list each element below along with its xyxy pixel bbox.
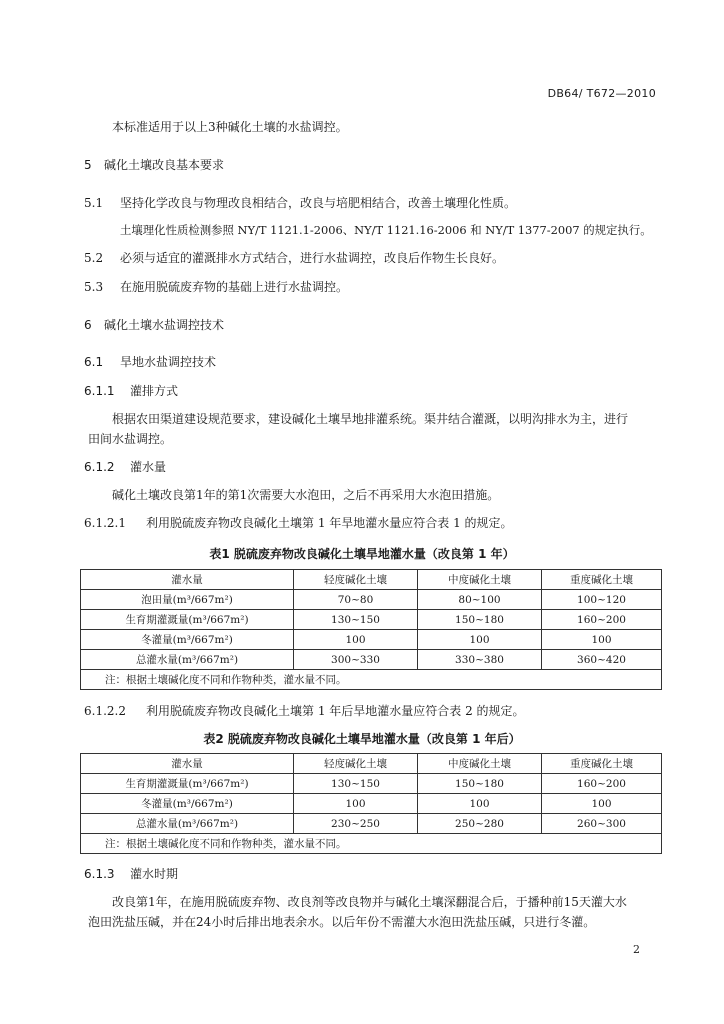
table-cell: 冬灌量(m³/667m²) (81, 794, 294, 814)
table-cell: 130~150 (294, 610, 418, 630)
clause-5-3 (84, 279, 348, 295)
table-cell: 150~180 (418, 774, 542, 794)
section-number: 6.1.1 (84, 384, 115, 398)
table-cell: 100 (542, 794, 662, 814)
table-cell: 100 (294, 630, 418, 650)
clause-text: 利用脱硫废弃物改良碱化土壤第 1 年旱地灌水量应符合表 1 的规定。 (146, 516, 513, 530)
clause-6-1-2-1 (84, 515, 513, 531)
table-cell: 160~200 (542, 774, 662, 794)
clause-text: 必须与适宜的灌溉排水方式结合，进行水盐调控，改良后作物生长良好。 (120, 251, 505, 265)
table-cell: 冬灌量(m³/667m²) (81, 630, 294, 650)
clause-number: 5.3 (84, 280, 104, 294)
header-cell: 重度碱化土壤 (542, 754, 662, 774)
section-number: 6 (84, 318, 92, 332)
table-cell: 总灌水量(m³/667m²) (81, 650, 294, 670)
clause-text: 在施用脱硫废弃物的基础上进行水盐调控。 (120, 280, 349, 294)
table-cell: 330~380 (418, 650, 542, 670)
clause-number: 6.1.2.2 (84, 704, 126, 718)
table-cell: 360~420 (542, 650, 662, 670)
table-cell: 150~180 (418, 610, 542, 630)
table-cell: 生育期灌溉量(m³/667m²) (81, 610, 294, 630)
section-6-1-2-heading (84, 459, 166, 475)
table-cell: 总灌水量(m³/667m²) (81, 814, 294, 834)
table-2-caption: 表2 脱硫废弃物改良碱化土壤旱地灌水量（改良第 1 年后） (203, 732, 521, 746)
section-5-heading (84, 157, 224, 173)
table-note: 注：根据土壤碱化度不同和作物种类，灌水量不同。 (81, 834, 662, 854)
table-cell: 300~330 (294, 650, 418, 670)
table-header-row (81, 754, 662, 774)
table-cell: 100 (294, 794, 418, 814)
table-1-caption: 表1 脱硫废弃物改良碱化土壤旱地灌水量（改良第 1 年） (209, 547, 515, 561)
table-cell: 130~150 (294, 774, 418, 794)
section-title: 旱地水盐调控技术 (120, 355, 217, 369)
paragraph-6-1-3-line2: 泡田洗盐压碱，并在24小时后排出地表余水。以后年份不需灌大水泡田洗盐压碱，只进行冬灌。 (88, 915, 596, 929)
header-cell: 轻度碱化土壤 (294, 570, 418, 590)
clause-5-1 (84, 195, 516, 211)
table-header-row (81, 570, 662, 590)
table-cell: 70~80 (294, 590, 418, 610)
table-row (81, 590, 662, 610)
table-cell: 230~250 (294, 814, 418, 834)
section-6-1-heading (84, 354, 216, 370)
paragraph-5-1-detail: 土壤理化性质检测参照 NY/T 1121.1-2006、NY/T 1121.16-2006 和 NY/T 1377-2007 的规定执行。 (120, 223, 652, 237)
table-cell: 80~100 (418, 590, 542, 610)
table-2 (80, 753, 662, 854)
document-code: DB64/ T672—2010 (547, 87, 656, 100)
paragraph-6-1-3-line1: 改良第1年，在施用脱硫废弃物、改良剂等改良物并与碱化土壤深翻混合后，于播种前15天灌大水 (112, 895, 627, 909)
clause-text: 坚持化学改良与物理改良相结合，改良与培肥相结合，改善土壤理化性质。 (120, 196, 517, 210)
table-cell: 100 (418, 630, 542, 650)
header-cell: 轻度碱化土壤 (294, 754, 418, 774)
clause-5-2 (84, 250, 504, 266)
section-number: 6.1.2 (84, 460, 115, 474)
table-row (81, 650, 662, 670)
section-title: 碱化土壤水盐调控技术 (104, 318, 225, 332)
header-cell: 重度碱化土壤 (542, 570, 662, 590)
table-cell: 100~120 (542, 590, 662, 610)
table-note-row (81, 670, 662, 690)
table-cell: 260~300 (542, 814, 662, 834)
header-cell: 灌水量 (81, 570, 294, 590)
clause-text: 利用脱硫废弃物改良碱化土壤第 1 年后旱地灌水量应符合表 2 的规定。 (146, 704, 525, 718)
table-row (81, 610, 662, 630)
table-cell: 生育期灌溉量(m³/667m²) (81, 774, 294, 794)
clause-6-1-2-2 (84, 703, 525, 719)
section-title: 灌水量 (130, 460, 167, 474)
table-note-row (81, 834, 662, 854)
header-cell: 中度碱化土壤 (418, 570, 542, 590)
table-row (81, 794, 662, 814)
table-1 (80, 569, 662, 690)
table-cell: 160~200 (542, 610, 662, 630)
section-title: 灌水时期 (130, 867, 179, 881)
page-number: 2 (633, 943, 640, 956)
clause-number: 6.1.2.1 (84, 516, 126, 530)
section-number: 5 (84, 158, 92, 172)
table-cell: 250~280 (418, 814, 542, 834)
paragraph-6-1-2: 碱化土壤改良第1年的第1次需要大水泡田，之后不再采用大水泡田措施。 (112, 488, 500, 502)
table-row (81, 774, 662, 794)
section-number: 6.1 (84, 355, 104, 369)
clause-number: 5.2 (84, 251, 104, 265)
clause-number: 5.1 (84, 196, 104, 210)
header-cell: 中度碱化土壤 (418, 754, 542, 774)
section-title: 灌排方式 (130, 384, 179, 398)
section-6-1-1-heading (84, 383, 178, 399)
table-note: 注：根据土壤碱化度不同和作物种类，灌水量不同。 (81, 670, 662, 690)
table-row (81, 814, 662, 834)
table-cell: 泡田量(m³/667m²) (81, 590, 294, 610)
table-cell: 100 (542, 630, 662, 650)
table-cell: 100 (418, 794, 542, 814)
paragraph-6-1-1-line2: 田间水盐调控。 (88, 432, 173, 446)
table-row (81, 630, 662, 650)
paragraph-scope: 本标准适用于以上3种碱化土壤的水盐调控。 (112, 120, 348, 134)
section-6-1-3-heading (84, 866, 178, 882)
header-cell: 灌水量 (81, 754, 294, 774)
paragraph-6-1-1-line1: 根据农田渠道建设规范要求，建设碱化土壤旱地排灌系统。渠井结合灌溉，以明沟排水为主，进行 (112, 412, 629, 426)
section-number: 6.1.3 (84, 867, 115, 881)
section-6-heading (84, 317, 224, 333)
section-title: 碱化土壤改良基本要求 (104, 158, 225, 172)
